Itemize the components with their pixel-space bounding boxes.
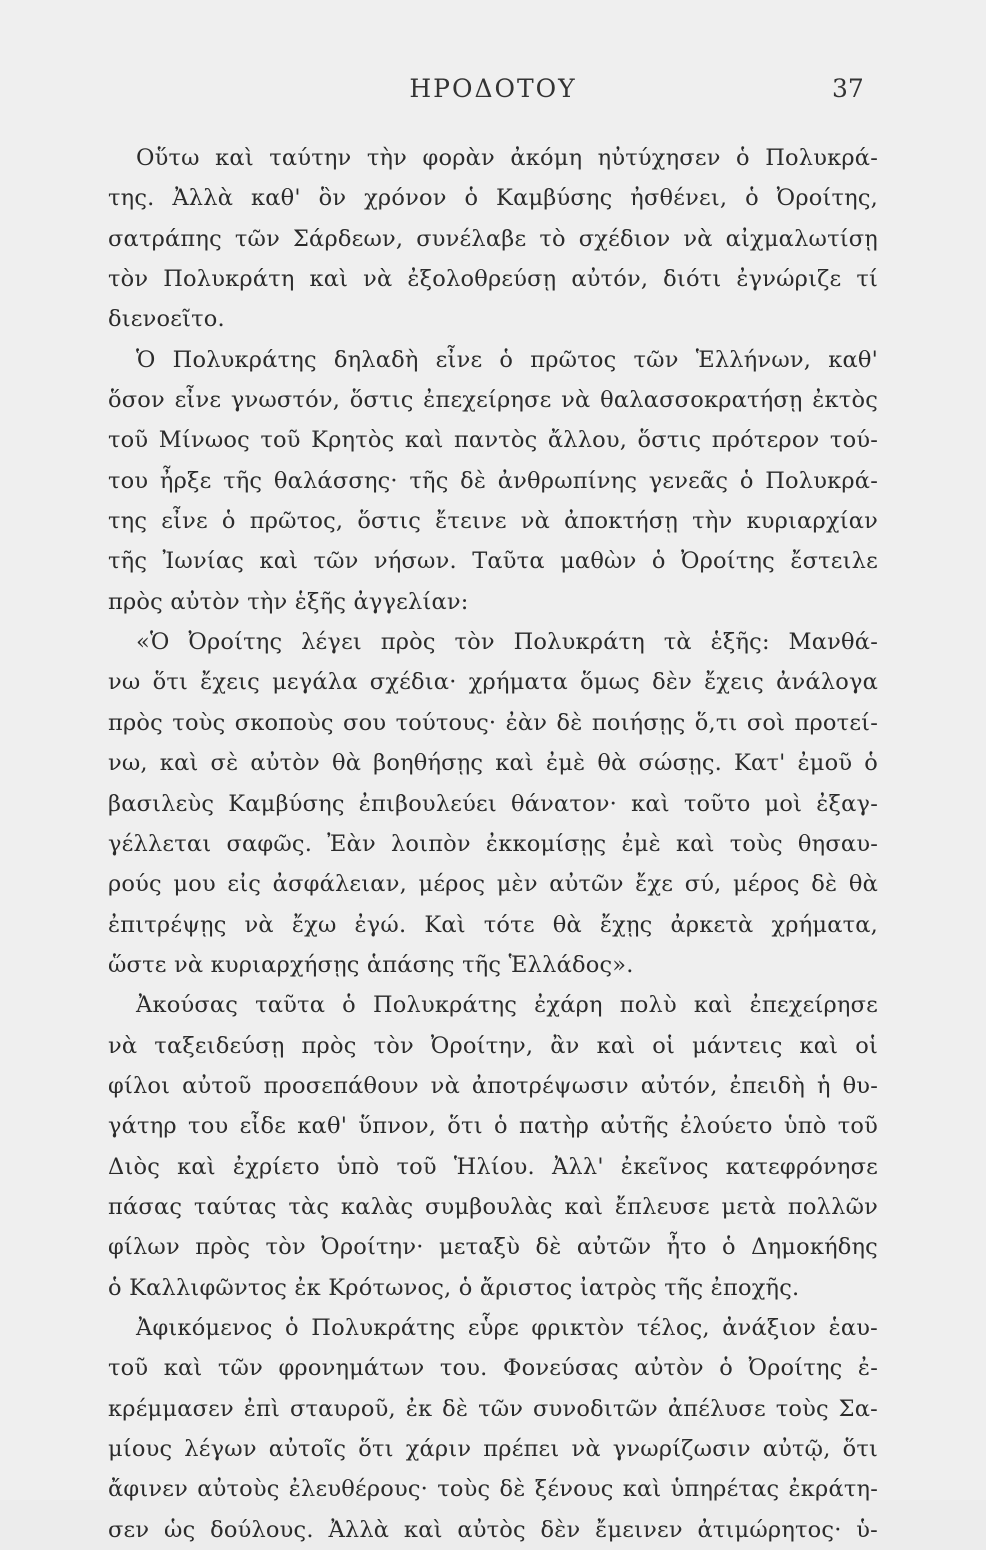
text-line: ἄφινεν αὐτοὺς ἐλευθέρους· τοὺς δὲ ξένους καὶ ὑπηρέτας ἐκράτη- <box>108 1476 878 1503</box>
text-line: τοῦ καὶ τῶν φρονημάτων του. Φονεύσας αὐτὸν ὁ Ὀροίτης ἐ- <box>108 1355 878 1382</box>
text-line: σατράπης τῶν Σάρδεων, συνέλαβε τὸ σχέδιον νὰ αἰχμαλωτίσῃ <box>108 225 878 252</box>
text-line: Οὕτω καὶ ταύτην τὴν φορὰν ἀκόμη ηὐτύχησεν ὁ Πολυκρά- <box>136 145 878 171</box>
text-line: διενοεῖτο. <box>108 306 225 333</box>
text-line: τοῦ Μίνωος τοῦ Κρητὸς καὶ παντὸς ἄλλου, ὅστις πρότερον τού- <box>108 427 878 454</box>
text-line: φίλοι αὐτοῦ προσεπάθουν νὰ ἀποτρέψωσιν αὐτόν, ἐπειδὴ ἡ θυ- <box>108 1072 878 1099</box>
text-line: πάσας ταύτας τὰς καλὰς συμβουλὰς καὶ ἔπλευσε μετὰ πολλῶν <box>108 1193 878 1220</box>
text-line: «Ὁ Ὀροίτης λέγει πρὸς τὸν Πολυκράτη τὰ ἑξῆς: Μανθά- <box>136 629 878 656</box>
text-line: ρούς μου εἰς ἀσφάλειαν, μέρος μὲν αὐτῶν ἔχε σύ, μέρος δὲ θὰ <box>108 871 878 898</box>
text-line: φίλων πρὸς τὸν Ὀροίτην· μεταξὺ δὲ αὐτῶν ἦτο ὁ Δημοκήδης <box>108 1234 878 1261</box>
text-line: νω ὅτι ἔχεις μεγάλα σχέδια· χρήματα ὅμως δὲν ἔχεις ἀνάλογα <box>108 669 878 696</box>
running-head <box>0 74 986 108</box>
text-line: ὁ Καλλιφῶντος ἐκ Κρότωνος, ὁ ἄριστος ἰατρὸς τῆς ἐποχῆς. <box>108 1274 800 1301</box>
text-line: γάτηρ του εἶδε καθ' ὕπνον, ὅτι ὁ πατὴρ αὐτῆς ἐλούετο ὑπὸ τοῦ <box>108 1113 878 1140</box>
text-line: γέλλεται σαφῶς. Ἐὰν λοιπὸν ἐκκομίσῃς ἐμὲ καὶ τοὺς θησαυ- <box>108 830 878 857</box>
text-line: μίους λέγων αὐτοῖς ὅτι χάριν πρέπει νὰ γνωρίζωσιν αὐτῷ, ὅτι <box>108 1436 878 1462</box>
text-line: πρὸς τοὺς σκοποὺς σου τούτους· ἐὰν δὲ ποιήσῃς ὅ,τι σοὶ προτεί- <box>108 709 878 736</box>
text-line: νὰ ταξειδεύσῃ πρὸς τὸν Ὀροίτην, ἂν καὶ οἱ μάντεις καὶ οἱ <box>108 1032 878 1059</box>
text-line: τῆς Ἰωνίας καὶ τῶν νήσων. Ταῦτα μαθὼν ὁ Ὀροίτης ἔστειλε <box>108 548 878 575</box>
text-line: της. Ἀλλὰ καθ' ὃν χρόνον ὁ Καμβύσης ἠσθένει, ὁ Ὀροίτης, <box>108 185 878 212</box>
text-line: βασιλεὺς Καμβύσης ἐπιβουλεύει θάνατον· καὶ τοῦτο μοὶ ἐξαγ- <box>108 790 878 817</box>
running-title: ΗΡΟΔΟΤΟΥ <box>409 74 577 103</box>
text-line: νω, καὶ σὲ αὐτὸν θὰ βοηθήσῃς καὶ ἐμὲ θὰ σώσῃς. Κατ' ἐμοῦ ὁ <box>108 750 878 777</box>
text-line: Ἀκούσας ταῦτα ὁ Πολυκράτης ἐχάρη πολὺ καὶ ἐπεχείρησε <box>136 992 878 1019</box>
text-line: πρὸς αὐτὸν τὴν ἑξῆς ἀγγελίαν: <box>108 588 469 615</box>
text-line: ἐπιτρέψῃς νὰ ἔχω ἐγώ. Καὶ τότε θὰ ἔχῃς ἀρκετὰ χρήματα, <box>108 911 878 938</box>
text-line: τὸν Πολυκράτη καὶ νὰ ἐξολοθρεύσῃ αὐτόν, διότι ἐγνώριζε τί <box>108 266 878 293</box>
page-number: 37 <box>832 74 864 103</box>
text-line: Ἀφικόμενος ὁ Πολυκράτης εὗρε φρικτὸν τέλος, ἀνάξιον ἑαυ- <box>136 1314 878 1341</box>
text-line: της εἶνε ὁ πρῶτος, ὅστις ἔτεινε νὰ ἀποκτήσῃ τὴν κυριαρχίαν <box>108 508 878 535</box>
text-line: ὅσον εἶνε γνωστόν, ὅστις ἐπεχείρησε νὰ θαλασσοκρατήσῃ ἐκτὸς <box>108 387 878 414</box>
body-text <box>108 138 878 1550</box>
text-line: του ἦρξε τῆς θαλάσσης· τῆς δὲ ἀνθρωπίνης γενεᾶς ὁ Πολυκρά- <box>108 467 878 494</box>
text-line: Ὁ Πολυκράτης δηλαδὴ εἶνε ὁ πρῶτος τῶν Ἑλλήνων, καθ' <box>136 346 878 373</box>
text-line: κρέμμασεν ἐπὶ σταυροῦ, ἐκ δὲ τῶν συνοδιτῶν ἀπέλυσε τοὺς Σα- <box>108 1395 878 1422</box>
text-line: Διὸς καὶ ἐχρίετο ὑπὸ τοῦ Ἡλίου. Ἀλλ' ἐκεῖνος κατεφρόνησε <box>108 1153 878 1180</box>
text-line: ὥστε νὰ κυριαρχήσῃς ἁπάσης τῆς Ἑλλάδος». <box>108 951 634 978</box>
text-line: σεν ὡς δούλους. Ἀλλὰ καὶ αὐτὸς δὲν ἔμεινεν ἀτιμώρητος· ὑ- <box>108 1516 878 1543</box>
